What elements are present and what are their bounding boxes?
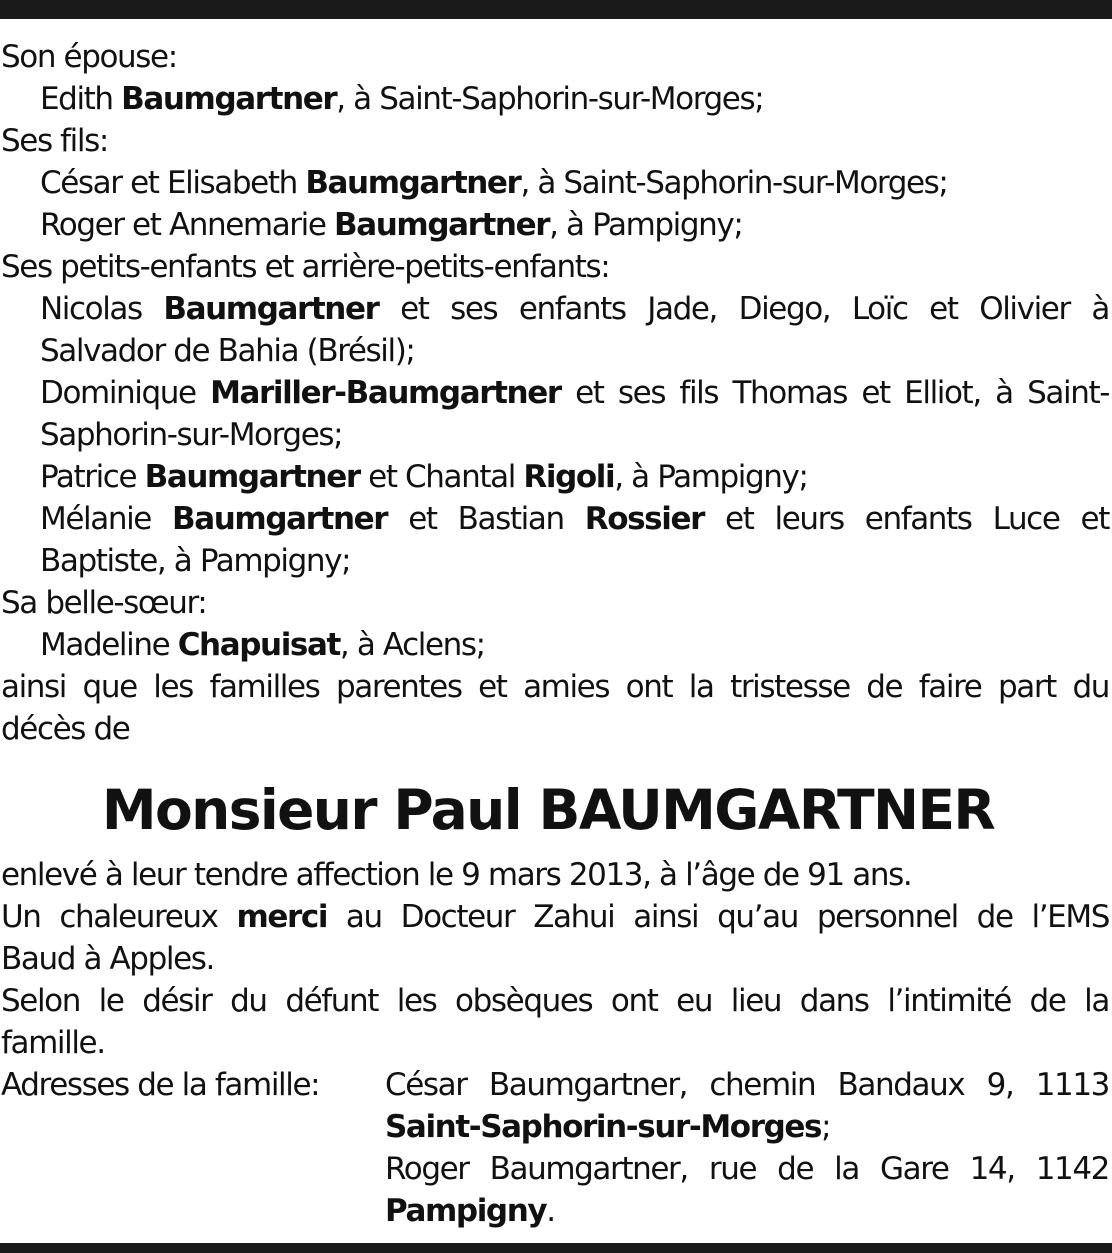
spouse-first-name: Edith <box>40 81 122 117</box>
patrice-first-name: Patrice <box>40 459 145 495</box>
thanks-word: merci <box>236 899 328 935</box>
grandchild-dominique-line-2: Saphorin-sur-Morges; <box>40 417 343 453</box>
bottom-rule <box>0 1243 1112 1253</box>
thanks-line-2: Baud à Apples. <box>1 941 214 977</box>
address-row-4 <box>1 1190 1109 1232</box>
funeral-line-2: famille. <box>1 1025 105 1061</box>
grandchildren-heading: Ses petits-enfants et arrière-petits-enfants: <box>1 249 610 285</box>
address-1-end: ; <box>821 1109 831 1145</box>
address-1-street: César Baumgartner, chemin Bandaux 9, 1113 <box>385 1067 1109 1103</box>
top-rule <box>0 0 1112 19</box>
spouse-last-name: Baumgartner <box>121 81 337 117</box>
obituary-text <box>1 36 1109 1232</box>
son-1-place: , à Saint-Saphorin-sur-Morges; <box>520 165 948 201</box>
spouse-entry <box>1 78 1109 120</box>
death-details: enlevé à leur tendre affection le 9 mars 2013, à l’âge de 91 ans. <box>1 857 912 893</box>
dominique-last-name: Mariller-Baumgartner <box>210 375 561 411</box>
melanie-details: et leurs enfants Luce et <box>703 501 1109 537</box>
son-2-first-names: Roger et Annemarie <box>40 207 334 243</box>
sister-in-law-place: , à Aclens; <box>339 627 485 663</box>
son-entry-2 <box>1 204 1109 246</box>
funeral-line-1: Selon le désir du défunt les obsèques ont eu lieu dans l’intimité de la <box>1 983 1109 1019</box>
grandchild-melanie-line-1 <box>1 498 1109 540</box>
melanie-partner-first-name: et Bastian <box>387 501 585 537</box>
patrice-last-name: Baumgartner <box>144 459 360 495</box>
sister-in-law-entry <box>1 624 1109 666</box>
addresses-label: Adresses de la famille: <box>1 1067 320 1103</box>
nicolas-first-name: Nicolas <box>40 291 164 327</box>
sister-in-law-heading: Sa belle-sœur: <box>1 585 207 621</box>
dominique-first-name: Dominique <box>40 375 211 411</box>
dominique-details: et ses fils Thomas et Elliot, à Saint- <box>560 375 1109 411</box>
grandchild-melanie-line-2: Baptiste, à Pampigny; <box>40 543 351 579</box>
address-2-end: . <box>546 1193 555 1229</box>
patrice-partner-last-name: Rigoli <box>523 459 615 495</box>
son-1-last-name: Baumgartner <box>305 165 521 201</box>
address-row-2 <box>1 1106 1109 1148</box>
son-entry-1 <box>1 162 1109 204</box>
address-1-town: Saint-Saphorin-sur-Morges <box>385 1109 822 1145</box>
patrice-partner-first-name: et Chantal <box>359 459 524 495</box>
thanks-recipients: au Docteur Zahui ainsi qu’au personnel de l’EMS <box>327 899 1109 935</box>
nicolas-details: et ses enfants Jade, Diego, Loïc et Olivier à <box>378 291 1109 327</box>
address-2-street: Roger Baumgartner, rue de la Gare 14, 1142 <box>385 1151 1109 1187</box>
deceased-name: Monsieur Paul BAUMGARTNER <box>101 778 995 842</box>
thanks-line-1 <box>1 896 1109 938</box>
address-row-1 <box>1 1064 1109 1106</box>
spouse-heading: Son épouse: <box>1 39 177 75</box>
son-1-first-names: César et Elisabeth <box>40 165 306 201</box>
melanie-partner-last-name: Rossier <box>584 501 704 537</box>
address-row-3 <box>1 1148 1109 1190</box>
melanie-first-name: Mélanie <box>40 501 173 537</box>
nicolas-last-name: Baumgartner <box>163 291 379 327</box>
melanie-last-name: Baumgartner <box>172 501 388 537</box>
son-2-place: , à Pampigny; <box>549 207 743 243</box>
announcement-line-1: ainsi que les familles parentes et amies ont la tristesse de faire part du <box>1 669 1109 705</box>
son-2-last-name: Baumgartner <box>334 207 550 243</box>
address-2-town-line <box>385 1190 1109 1232</box>
grandchild-patrice <box>1 456 1109 498</box>
sister-in-law-last-name: Chapuisat <box>177 627 340 663</box>
address-2-town: Pampigny <box>385 1193 547 1229</box>
thanks-intro: Un chaleureux <box>1 899 237 935</box>
grandchild-dominique-line-1 <box>1 372 1109 414</box>
address-1-town-line <box>385 1106 1109 1148</box>
grandchild-nicolas-line-2: Salvador de Bahia (Brésil); <box>40 333 415 369</box>
sons-heading: Ses fils: <box>1 123 108 159</box>
sister-in-law-first-name: Madeline <box>40 627 178 663</box>
patrice-place: , à Pampigny; <box>614 459 808 495</box>
announcement-line-2: décès de <box>1 711 130 747</box>
grandchild-nicolas-line-1 <box>1 288 1109 330</box>
spouse-place: , à Saint-Saphorin-sur-Morges; <box>336 81 764 117</box>
